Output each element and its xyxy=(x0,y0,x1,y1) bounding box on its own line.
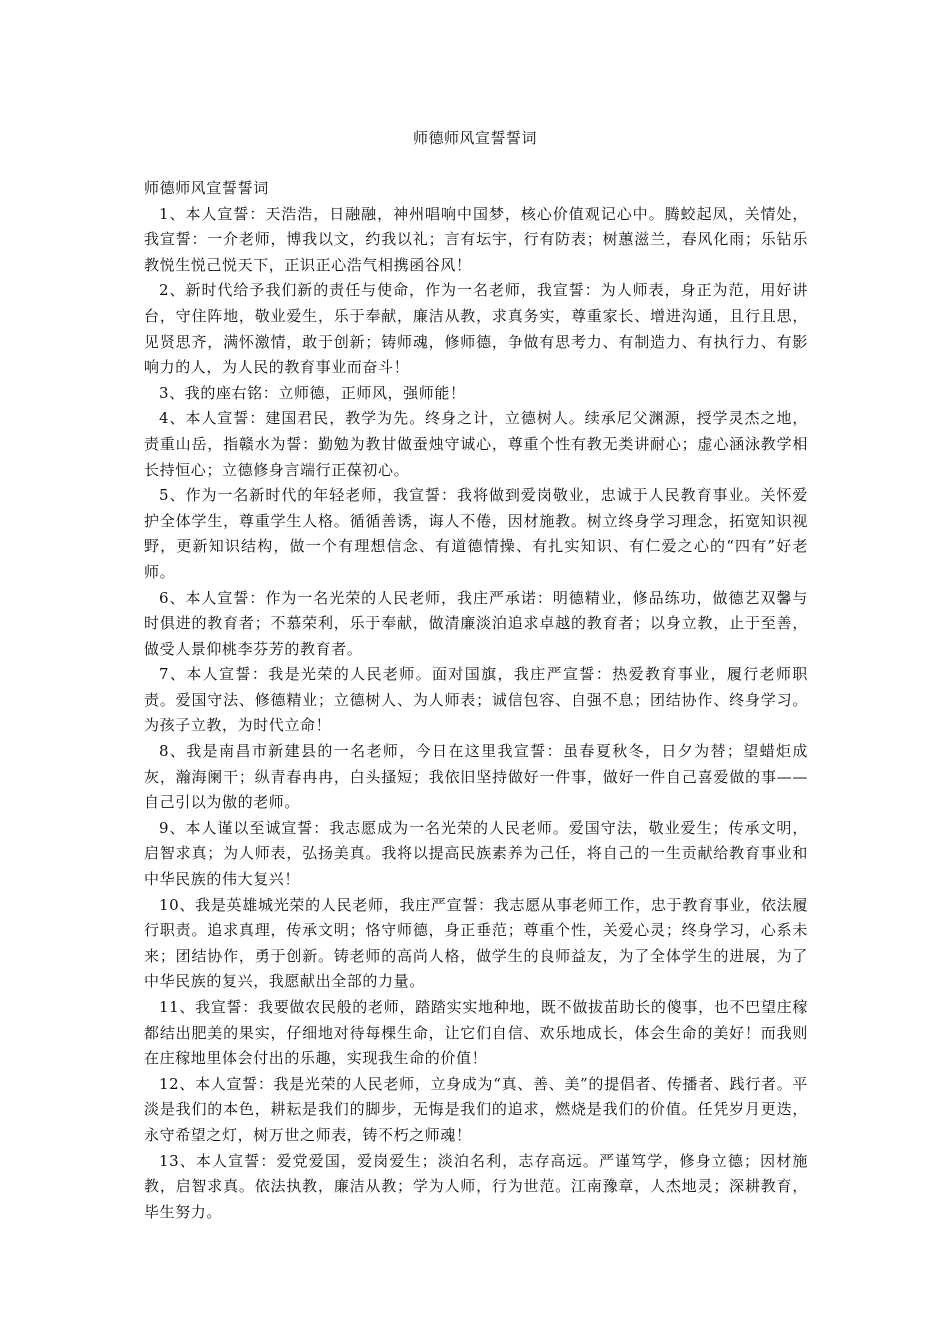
oath-paragraph-9: 9、本人谨以至诚宣誓：我志愿成为一名光荣的人民老师。爱国守法，敬业爱生；传承文明，启智求真；为人师表，弘扬美真。我将以提高民族素养为己任，将自己的一生贡献给教育事业和中华民族的伟大复兴！ xyxy=(144,818,808,889)
oath-paragraph-5: 5、作为一名新时代的年轻老师，我宣誓：我将做到爱岗敬业，忠诚于人民教育事业。关怀爱护全体学生，尊重学生人格。循循善诱，诲人不倦，因材施教。树立终身学习理念，拓宽知识视野，更新知识结构，做一个有理想信念、有道德情操、有扎实知识、有仁爱之心的“四有”好老师。 xyxy=(144,486,808,581)
document-subtitle: 师德师风宣誓誓词 xyxy=(144,179,269,197)
oath-paragraph-13: 13、本人宣誓：爱党爱国，爱岗爱生；淡泊名利，志存高远。严谨笃学，修身立德；因材施教，启智求真。依法执教，廉洁从教；学为人师，行为世范。江南豫章，人杰地灵；深耕教育，毕生努力。 xyxy=(144,1151,808,1221)
oath-paragraph-3: 3、我的座右铭：立师德，正师风，强师能！ xyxy=(159,383,466,402)
oath-paragraph-6: 6、本人宣誓：作为一名光荣的人民老师，我庄严承诺：明德精业，修品练功，做德艺双馨与时俱进的教育者；不慕荣利，乐于奉献，做清廉淡泊追求卓越的教育者；以身立教，止于至善，做受人景仰桃李芬芳的教育者。 xyxy=(144,588,808,658)
document-title: 师德师风宣誓誓词 xyxy=(412,129,537,147)
oath-paragraph-2: 2、新时代给予我们新的责任与使命，作为一名老师，我宣誓：为人师表，身正为范，用好讲台，守住阵地，敬业爱生，乐于奉献，廉洁从教，求真务实，尊重家长、增进沟通，且行且思，见贤思齐，满怀激情，敢于创新；铸师魂，修师德，争做有思考力、有制造力、有执行力、有影响力的人，为人民的教育事业而奋斗！ xyxy=(144,281,808,377)
oath-paragraph-10: 10、我是英雄城光荣的人民老师，我庄严宣誓：我志愿从事老师工作，忠于教育事业，依法履行职责。追求真理，传承文明；恪守师德，身正垂范；尊重个性，关爱心灵；终身学习，心系未来；团结协作，勇于创新。铸老师的高尚人格，做学生的良师益友，为了全体学生的进展，为了中华民族的复兴，我愿献出全部的力量。 xyxy=(144,895,808,991)
oath-paragraph-12: 12、本人宣誓：我是光荣的人民老师，立身成为“真、善、美”的提倡者、传播者、践行者。平淡是我们的本色，耕耘是我们的脚步，无悔是我们的追求，燃烧是我们的价值。任凭岁月更迭，永守希望之灯，树万世之师表，铸不朽之师魂！ xyxy=(144,1074,808,1144)
oath-paragraph-8: 8、我是南昌市新建县的一名老师，今日在这里我宣誓：虽春夏秋冬，日夕为替；望蜡炬成灰，瀚海阑干；纵青春冉冉，白头搔短；我依旧坚持做好一件事，做好一件自己喜爱做的事——自己引以为傲的老师。 xyxy=(144,742,808,812)
oath-paragraph-7: 7、本人宣誓：我是光荣的人民老师。面对国旗，我庄严宣誓：热爱教育事业，履行老师职责。爱国守法、修德精业；立德树人、为人师表；诚信包容、自强不息；团结协作、终身学习。为孩子立教，为时代立命！ xyxy=(144,665,808,735)
oath-paragraph-1: 1、本人宣誓：天浩浩，日融融，神州唱响中国梦，核心价值观记心中。腾蛟起凤，关情处，我宣誓：一介老师，博我以文，约我以礼；言有坛宇，行有防表；树蕙滋兰，春风化雨；乐钻乐教悦生悦己悦天下，正识正心浩气相携函谷风！ xyxy=(144,204,808,274)
document-body xyxy=(144,176,808,1225)
oath-paragraph-11: 11、我宣誓：我要做农民般的老师，踏踏实实地种地，既不做拔苗助长的傻事，也不巴望庄稼都结出肥美的果实，仔细地对待每棵生命，让它们自信、欢乐地成长，体会生命的美好！而我则在庄稼地里体会付出的乐趣，实现我生命的价值！ xyxy=(144,998,808,1068)
oath-paragraph-4: 4、本人宣誓：建国君民，教学为先。终身之计，立德树人。续承尼父渊源，授学灵杰之地，责重山岳，指赣水为誓：勤勉为教甘做蚕烛守诚心，尊重个性有教无类讲耐心；虚心涵泳教学相长持恒心；立德修身言端行正葆初心。 xyxy=(144,409,808,479)
